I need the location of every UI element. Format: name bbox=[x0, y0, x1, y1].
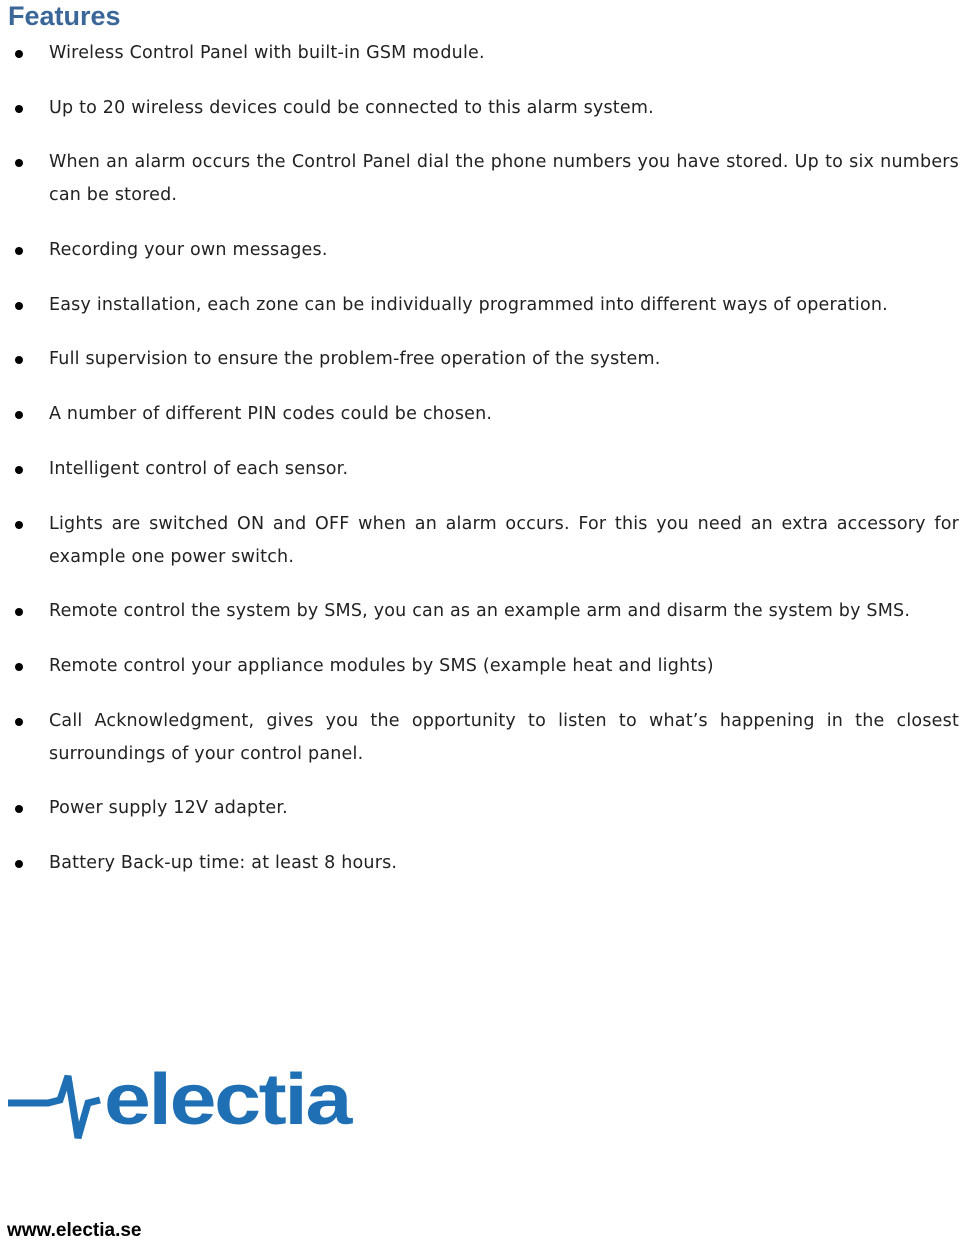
footer-url[interactable]: www.electia.se bbox=[7, 1220, 142, 1241]
feature-text: Easy installation, each zone can be individually programmed into different ways of operation. bbox=[49, 295, 888, 315]
bullet-icon bbox=[15, 105, 23, 113]
feature-text: Remote control the system by SMS, you can as an example arm and disarm the system by SMS. bbox=[49, 601, 911, 621]
feature-text: Remote control your appliance modules by SMS (example heat and lights) bbox=[49, 656, 714, 676]
bullet-icon bbox=[15, 805, 23, 813]
feature-text: Full supervision to ensure the problem-free operation of the system. bbox=[49, 349, 661, 369]
bullet-icon bbox=[15, 356, 23, 364]
bullet-icon bbox=[15, 860, 23, 868]
bullet-icon bbox=[15, 411, 23, 419]
feature-text: Battery Back-up time: at least 8 hours. bbox=[49, 853, 398, 873]
feature-text: Wireless Control Panel with built-in GSM module. bbox=[49, 43, 485, 63]
heartbeat-pulse-icon bbox=[8, 1076, 100, 1138]
bullet-icon bbox=[15, 663, 23, 671]
feature-text: Recording your own messages. bbox=[49, 240, 328, 260]
bullet-icon bbox=[15, 718, 23, 726]
page-title: Features bbox=[8, 1, 121, 31]
feature-text: Power supply 12V adapter. bbox=[49, 798, 288, 818]
bullet-icon bbox=[15, 302, 23, 310]
bullet-icon bbox=[15, 521, 23, 529]
bullet-icon bbox=[15, 50, 23, 58]
bullet-icon bbox=[15, 247, 23, 255]
feature-text: Lights are switched ON and OFF when an alarm occurs. For this you need an extra accessory for example one power switch. bbox=[49, 514, 959, 567]
feature-text: A number of different PIN codes could be chosen. bbox=[49, 404, 493, 424]
electia-logo bbox=[8, 1058, 353, 1144]
feature-text: Up to 20 wireless devices could be connected to this alarm system. bbox=[49, 98, 654, 118]
bullet-icon bbox=[15, 608, 23, 616]
feature-text: When an alarm occurs the Control Panel dial the phone numbers you have stored. Up to six numbers can be stored. bbox=[49, 152, 959, 205]
feature-text: Call Acknowledgment, gives you the opportunity to listen to what’s happening in the closest surroundings of your control panel. bbox=[49, 711, 959, 764]
logo-wordmark: electia bbox=[104, 1060, 353, 1140]
feature-text: Intelligent control of each sensor. bbox=[49, 459, 349, 479]
bullet-icon bbox=[15, 466, 23, 474]
bullet-icon bbox=[15, 159, 23, 167]
